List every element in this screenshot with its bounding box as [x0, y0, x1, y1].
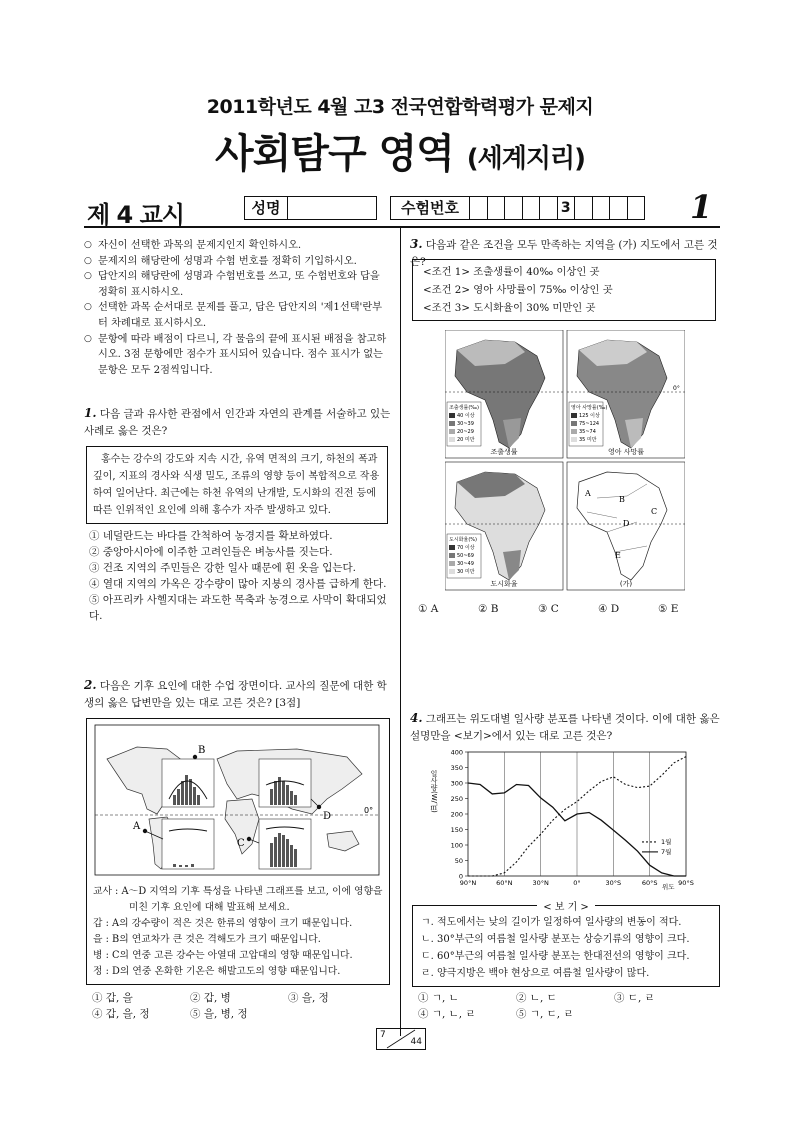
- choice-4[interactable]: ④ D: [598, 603, 620, 615]
- map-label-a: A: [133, 821, 141, 832]
- choice-5[interactable]: ⑤ ㄱ, ㄷ, ㄹ: [516, 1008, 574, 1020]
- equator-label: 0°: [673, 385, 680, 392]
- teacher-prompt: 교사 : A～D 지역의 기후 특성을 나타낸 그래프를 보고, 이에 영향을 미친 기후 요인에 대해 발표해 보세요.: [93, 886, 383, 913]
- map-label-b: B: [198, 745, 206, 756]
- y-tick-label: 350: [450, 763, 463, 772]
- subject-title: [0, 122, 800, 179]
- question-3-conditions: [412, 259, 716, 321]
- student-answer: 을 : B의 연교차가 큰 것은 격해도가 크기 때문입니다.: [93, 934, 321, 945]
- map-label-d: D: [323, 811, 332, 822]
- legend-item: 75~124: [579, 421, 600, 427]
- y-tick-label: 0: [458, 872, 463, 881]
- exam-number-digit[interactable]: [628, 197, 645, 219]
- y-tick-label: 400: [450, 748, 463, 757]
- instructions: [84, 238, 390, 378]
- question-3-number: 3.: [410, 237, 423, 251]
- bogi-item: ㄴ. 30°부근의 여름철 일사량 분포는 상승기류의 영향이 크다.: [421, 934, 690, 945]
- choice-1[interactable]: ① 네덜란드는 바다를 간척하여 농경지를 확보하였다.: [89, 530, 333, 542]
- name-label: 성명: [245, 197, 288, 219]
- legend-title: 영아 사망률(‰): [571, 405, 608, 411]
- choice-2[interactable]: ② 중앙아시아에 이주한 고려인들은 벼농사를 짓는다.: [89, 546, 333, 558]
- y-axis-label: 일사량(W/㎡): [430, 770, 438, 813]
- legend-item: 30~39: [457, 421, 474, 427]
- insolation-chart: [418, 748, 708, 894]
- subject-sub: (세계지리): [466, 144, 585, 174]
- choice-5[interactable]: ⑤ 을, 병, 정: [190, 1008, 248, 1020]
- map-caption: 조출생률: [490, 448, 518, 456]
- choice-3[interactable]: ③ ㄷ, ㄹ: [614, 992, 655, 1004]
- exam-number-box: [390, 196, 645, 220]
- x-tick-label: 30°S: [605, 879, 622, 887]
- exam-number-digit[interactable]: [523, 197, 541, 219]
- legend-item: 40 이상: [457, 413, 475, 419]
- africa-map-urbanization: [445, 462, 563, 590]
- footer-total: 44: [410, 1037, 422, 1047]
- student-answer: 병 : C의 연중 고른 강수는 아열대 고압대의 영향 때문입니다.: [93, 950, 353, 961]
- exam-number-digit[interactable]: [540, 197, 558, 219]
- exam-number-label: 수험번호: [391, 197, 470, 219]
- question-2-stem: [84, 677, 392, 712]
- legend-item: 125 이상: [579, 413, 600, 419]
- map-label-c: C: [237, 838, 245, 849]
- map-caption: 도시화율: [490, 580, 518, 588]
- africa-map-ga: [567, 462, 685, 590]
- y-tick-label: 100: [450, 841, 463, 850]
- region-label: D: [623, 519, 630, 528]
- question-2-choices: [92, 990, 392, 1022]
- period-label: 제 4 교시: [87, 201, 184, 229]
- legend-label: 1월: [661, 838, 672, 847]
- exam-number-digit[interactable]: [505, 197, 523, 219]
- exam-number-digit[interactable]: 3: [558, 197, 576, 219]
- choice-1[interactable]: ① A: [418, 603, 439, 615]
- choice-2[interactable]: ② 갑, 병: [190, 992, 231, 1004]
- column-divider: [400, 228, 401, 1036]
- exam-number-digit[interactable]: [610, 197, 628, 219]
- choice-1[interactable]: ① ㄱ, ㄴ: [418, 992, 459, 1004]
- instruction-item: ○ 문항에 따라 배점이 다르니, 각 물음의 끝에 표시된 배점을 참고하시오. 3점 문항에만 점수가 표시되어 있습니다. 점수 표시가 없는 문항은 모두 2점씩입니다.: [84, 332, 390, 379]
- question-1-choices: [89, 528, 394, 624]
- y-tick-label: 300: [450, 779, 463, 788]
- legend-item: 30~49: [457, 561, 474, 567]
- choice-3[interactable]: ③ 건조 지역의 주민들은 강한 일사 때문에 흰 옷을 입는다.: [89, 562, 357, 574]
- question-1-text: 다음 글과 유사한 관점에서 인간과 자연의 관계를 서술하고 있는 사례로 옳은 것은?: [84, 408, 391, 437]
- question-2-number: 2.: [84, 678, 97, 692]
- choice-2[interactable]: ② B: [478, 603, 499, 615]
- legend-label: 7월: [661, 848, 672, 857]
- map-caption: 영아 사망률: [607, 448, 645, 456]
- x-axis-label: 위도: [662, 883, 675, 891]
- x-tick-label: 60°S: [641, 879, 658, 887]
- question-2-text: 다음은 기후 요인에 대한 수업 장면이다. 교사의 질문에 대한 학생의 옳은 답변만을 있는 대로 고른 것은? [3점]: [84, 680, 387, 709]
- equator-label: 0°: [364, 806, 374, 815]
- condition-2: <조건 2> 영아 사망률이 75‰ 이상인 곳: [423, 284, 613, 296]
- student-answer: 갑 : A의 강수량이 적은 것은 한류의 영향이 크기 때문입니다.: [93, 918, 353, 929]
- question-2-dialogue: [93, 884, 385, 980]
- x-tick-label: 90°S: [678, 879, 694, 887]
- bogi-title: < 보 기 >: [537, 902, 595, 913]
- legend-item: 20 미만: [457, 437, 475, 443]
- choice-4[interactable]: ④ 열대 지역의 가옥은 강수량이 많아 지붕의 경사를 급하게 한다.: [89, 578, 387, 590]
- bogi-title-wrap: [413, 898, 719, 913]
- africa-maps-figure: [445, 330, 685, 592]
- page-number: 1: [690, 188, 713, 226]
- legend-item: 70 이상: [457, 545, 475, 551]
- instruction-item: ○ 문제지의 해당란에 성명과 수험 번호를 정확히 기입하시오.: [84, 254, 390, 270]
- question-4-stem: [410, 710, 722, 745]
- africa-map-birth-rate: [445, 330, 563, 458]
- y-tick-label: 200: [450, 810, 463, 819]
- choice-5[interactable]: ⑤ E: [658, 603, 679, 615]
- x-tick-label: 30°N: [532, 879, 549, 887]
- header-rule: [84, 226, 720, 228]
- bogi-item: ㄱ. 적도에서는 낮의 길이가 일정하여 일사량의 변동이 적다.: [421, 917, 682, 928]
- question-3-choices: [418, 601, 718, 617]
- legend-title: 조출생률(‰): [449, 405, 479, 411]
- legend-item: 35~74: [579, 429, 596, 435]
- choice-4[interactable]: ④ 갑, 을, 정: [92, 1008, 150, 1020]
- x-tick-label: 60°N: [496, 879, 513, 887]
- question-3-text: 다음과 같은 조건을 모두 만족하는 지역을 (가) 지도에서 고른 것은?: [410, 239, 718, 268]
- y-tick-label: 50: [454, 856, 463, 865]
- choice-2[interactable]: ② ㄴ, ㄷ: [516, 992, 557, 1004]
- legend-item: 35 미만: [579, 437, 597, 443]
- student-answer: 정 : D의 연중 온화한 기온은 해발고도의 영향 때문입니다.: [93, 966, 341, 977]
- legend-title: 도시화율(%): [449, 537, 477, 543]
- choice-3[interactable]: ③ C: [538, 603, 559, 615]
- subject-main: 사회탐구 영역: [215, 131, 454, 177]
- exam-number-digit[interactable]: [593, 197, 611, 219]
- x-tick-label: 0°: [573, 879, 581, 887]
- footer-page: 7: [380, 1030, 386, 1040]
- instruction-item: ○ 답안지의 해당란에 성명과 수험번호를 쓰고, 또 수험번호와 답을 정확히 표시하시오.: [84, 269, 390, 300]
- legend-item: 50~69: [457, 553, 474, 559]
- condition-3: <조건 3> 도시화율이 30% 미만인 곳: [423, 302, 596, 314]
- question-1-number: 1.: [84, 406, 97, 420]
- legend-item: 20~29: [457, 429, 474, 435]
- africa-map-infant-mortality: [567, 330, 685, 458]
- name-box: [244, 196, 377, 220]
- name-field[interactable]: [288, 197, 376, 219]
- y-tick-label: 250: [450, 794, 463, 803]
- instruction-item: ○ 자신이 선택한 과목의 문제지인지 확인하시오.: [84, 238, 390, 254]
- world-map-figure: [87, 719, 389, 879]
- bogi-item: ㄷ. 60°부근의 여름철 일사량 분포는 한대전선의 영향이 크다.: [421, 951, 690, 962]
- question-1-passage: 홍수는 강수의 강도와 지속 시간, 유역 면적의 크기, 하천의 폭과 깊이, 지표의 경사와 식생 밀도, 조류의 영향 등이 복합적으로 작용하여 일어난다. 최근에는 하천 유역의 난개발, 도시화의 진전 등에 따른 인위적인 요인에 의해 홍수가 자주 발생하고 있다.: [86, 446, 388, 524]
- question-4-number: 4.: [410, 711, 423, 725]
- bogi-item: ㄹ. 양극지방은 백야 현상으로 여름철 일사량이 많다.: [421, 968, 650, 979]
- bogi-list: [421, 914, 717, 982]
- question-4-text: 그래프는 위도대별 일사량 분포를 나타낸 것이다. 이에 대한 옳은 설명만을 <보기>에서 있는 대로 고른 것은?: [410, 713, 720, 742]
- region-label: B: [619, 495, 625, 504]
- page-footer: [376, 1028, 426, 1050]
- map-caption: (가): [619, 580, 633, 588]
- instruction-item: ○ 선택한 과목 순서대로 문제를 풀고, 답은 답안지의 '제1선택'란부터 차례대로 표시하시오.: [84, 300, 390, 331]
- x-tick-label: 90°N: [459, 879, 477, 887]
- bogi-box: [412, 902, 720, 987]
- exam-number-digit[interactable]: [488, 197, 506, 219]
- exam-title: 2011학년도 4월 고3 전국연합학력평가 문제지: [206, 96, 594, 118]
- question-4-choices: [418, 990, 718, 1022]
- legend-item: 30 미만: [457, 569, 475, 575]
- exam-number-digit[interactable]: [575, 197, 593, 219]
- region-label: E: [615, 551, 621, 560]
- choice-3[interactable]: ③ 을, 정: [288, 992, 329, 1004]
- condition-1: <조건 1> 조출생률이 40‰ 이상인 곳: [423, 266, 600, 278]
- y-tick-label: 150: [450, 825, 463, 834]
- question-2-box: [86, 718, 390, 985]
- region-label: A: [585, 489, 591, 498]
- region-label: C: [651, 507, 658, 516]
- exam-number-digit[interactable]: [470, 197, 488, 219]
- choice-1[interactable]: ① 갑, 을: [92, 992, 133, 1004]
- question-1-stem: [84, 405, 392, 440]
- choice-5[interactable]: ⑤ 아프리카 사헬지대는 과도한 목축과 농경으로 사막이 확대되었다.: [89, 594, 387, 622]
- choice-4[interactable]: ④ ㄱ, ㄴ, ㄹ: [418, 1008, 476, 1020]
